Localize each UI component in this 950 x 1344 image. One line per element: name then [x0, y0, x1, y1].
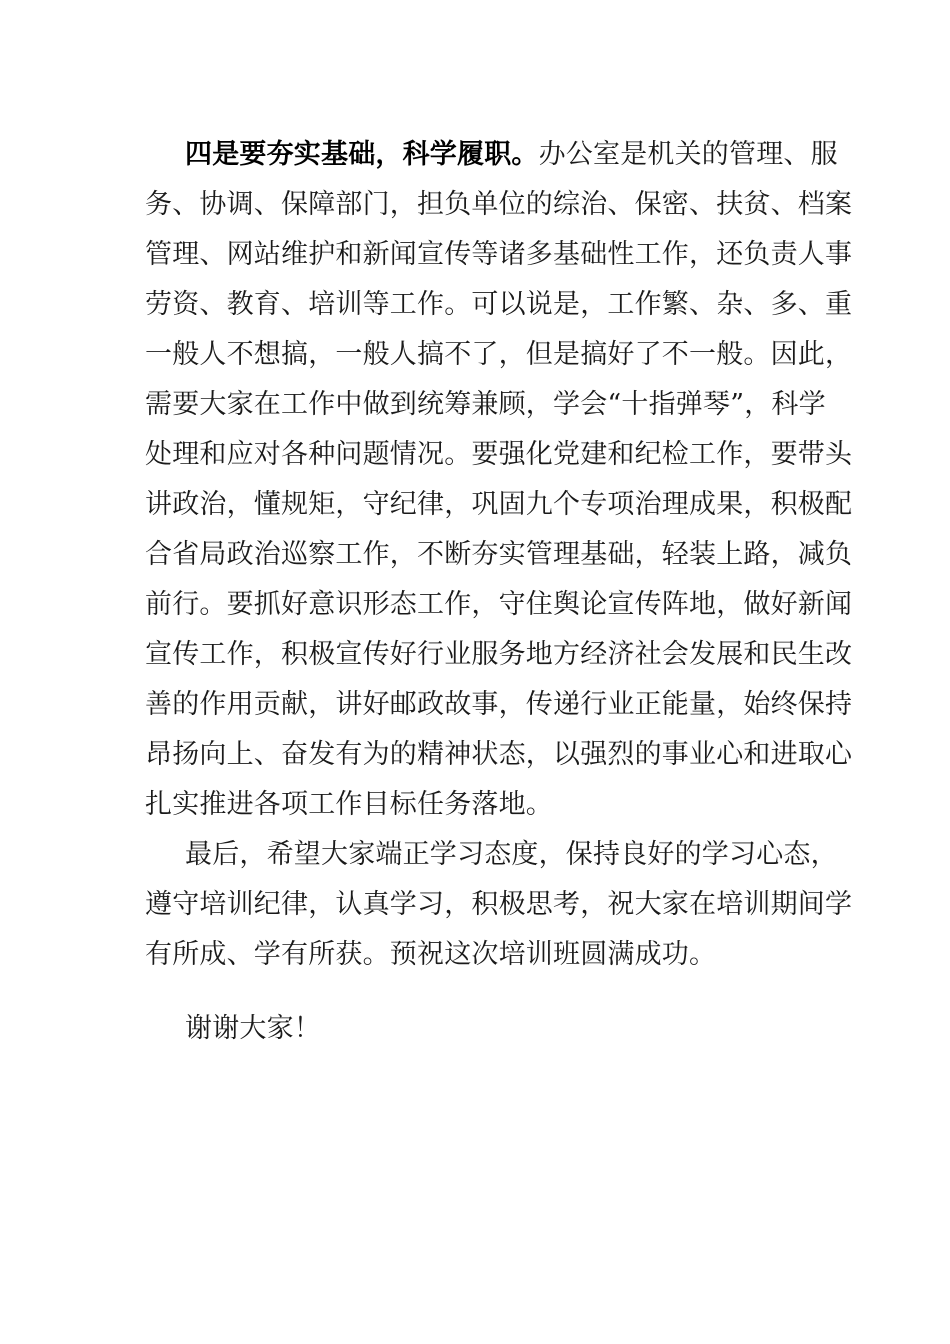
paragraph-line: 前行。要抓好意识形态工作，守住舆论宣传阵地，做好新闻	[145, 589, 853, 620]
paragraph-line: 昂扬向上、奋发有为的精神状态，以强烈的事业心和进取心	[145, 739, 853, 770]
paragraph-line: 一般人不想搞，一般人搞不了，但是搞好了不一般。因此，	[145, 339, 853, 370]
paragraph-line: 处理和应对各种问题情况。要强化党建和纪检工作，要带头	[145, 439, 853, 470]
bold-lead-heading: 四是要夯实基础，科学履职。	[185, 139, 539, 170]
paragraph-line: 善的作用贡献，讲好邮政故事，传递行业正能量，始终保持	[145, 689, 853, 720]
paragraph-line: 管理、网站维护和新闻宣传等诸多基础性工作，还负责人事	[145, 239, 853, 270]
thank-you-line: 谢谢大家！	[185, 1013, 321, 1044]
paragraph-line: 务、协调、保障部门，担负单位的综治、保密、扶贫、档案	[145, 189, 853, 220]
paragraph-line: 需要大家在工作中做到统筹兼顾，学会“十指弹琴”，科学	[145, 389, 826, 420]
paragraph-foundation-duties	[145, 130, 853, 830]
paragraph-line: 遵守培训纪律，认真学习，积极思考，祝大家在培训期间学	[145, 889, 853, 920]
paragraph-line	[145, 130, 838, 180]
paragraph-line: 扎实推进各项工作目标任务落地。	[145, 789, 553, 820]
paragraph-line: 劳资、教育、培训等工作。可以说是，工作繁、杂、多、重	[145, 289, 853, 320]
paragraph-line: 有所成、学有所获。预祝这次培训班圆满成功。	[145, 939, 717, 970]
paragraph-line: 宣传工作，积极宣传好行业服务地方经济社会发展和民生改	[145, 639, 853, 670]
lead-line-text: 办公室是机关的管理、服	[538, 139, 838, 170]
paragraph-thanks	[145, 1004, 815, 1054]
paragraph-line: 合省局政治巡察工作，不断夯实管理基础，轻装上路，减负	[145, 539, 853, 570]
paragraph-line: 讲政治，懂规矩，守纪律，巩固九个专项治理成果，积极配	[145, 489, 853, 520]
paragraph-closing-wishes	[145, 830, 853, 980]
paragraph-line: 最后，希望大家端正学习态度，保持良好的学习心态，	[185, 839, 838, 870]
